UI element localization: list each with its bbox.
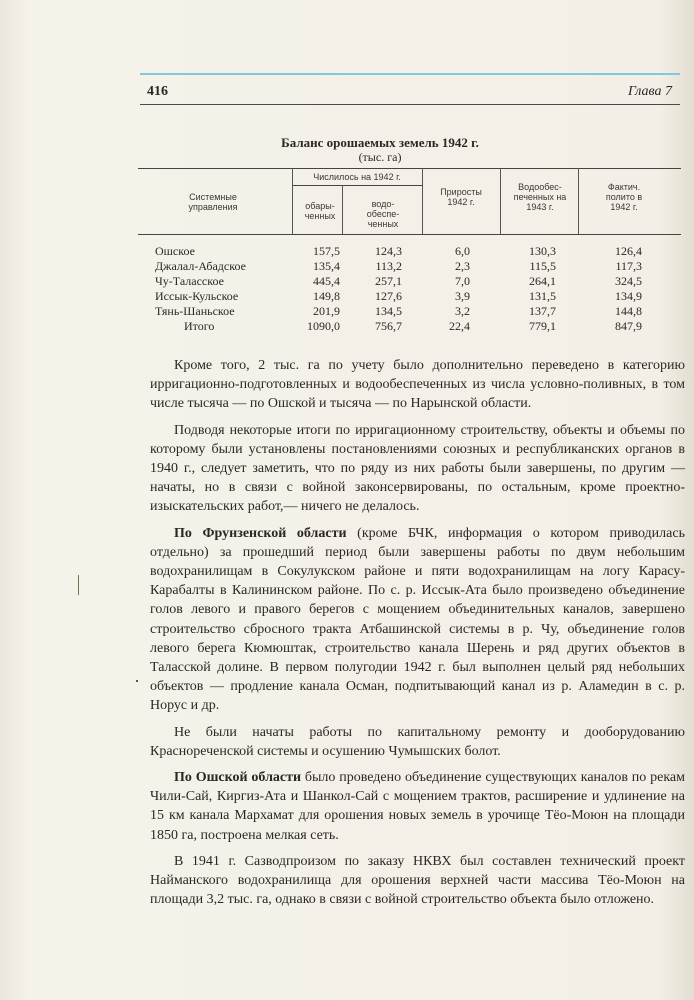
table-total-cell: 779,1 [529, 319, 556, 333]
table-cell: 127,6 [375, 289, 402, 303]
table-cell: 115,5 [529, 259, 556, 273]
table-cell: 113,2 [375, 259, 402, 273]
table-cell: 134,5 [375, 304, 402, 318]
margin-mark [78, 575, 79, 595]
table-col-divider-4 [500, 168, 501, 234]
region-heading: По Ошской области [174, 770, 302, 786]
table-header-bottom-rule [138, 234, 681, 235]
table-row-label: Джалал-Абадское [155, 259, 246, 273]
table-subtitle: (тыс. га) [358, 150, 402, 164]
top-color-rule [140, 73, 680, 75]
table-cell: 157,5 [313, 244, 340, 258]
table-col-divider-1 [292, 168, 293, 234]
header-counted-group: Числилось на 1942 г. [313, 172, 401, 182]
table-cell: 135,4 [313, 259, 340, 273]
page-number: 416 [147, 84, 168, 99]
header-actual: Фактич. полито в 1942 г. [605, 182, 643, 212]
header-irrigated: обары-ченных [304, 201, 336, 221]
table-cell: 131,5 [529, 289, 556, 303]
region-heading: По Фрунзенской области [174, 525, 347, 541]
table-cell: 130,3 [529, 244, 556, 258]
paragraph-text: было проведено объединение существующих каналов по рекам Чили-Сай, Киргиз-Ата и Шанкол-Сай с мощением трактов, расширение и удлинение на 15 км канала Мархамат для орошения новых земель в урочище Тёо-Моюн на площади 1850 га, построена мелкая сеть. [150, 770, 685, 843]
table-cell: 257,1 [375, 274, 402, 288]
header-watered-1943: Водообес-печенных на 1943 г. [513, 182, 567, 212]
margin-dot [136, 680, 138, 682]
table-col-divider-2 [342, 185, 343, 234]
paragraph-text: (кроме БЧК, информация о котором приводилась отдельно) за прошедший период были завершены работы по двум небольшим водохранилищам в Сокулукском районе и пяти водохранилищам на логу Карасу-Карабалты в Калининском районе. По с. р. Иссык-Ата было произведено объединение голов левого и правого берегов с мощением объединительных каналов, завершено строительство сбросного тракта Атбашинской системы в р. Чу, объединение голов левого берега Кюмюштак, строительство канала Шерень и ряд других объектов в Таласской долине. В первом полугодии 1942 г. был выполнен целый ряд небольших объектов — продление канала Осман, подпитывающий канал из р. Аламедин в с. р. Норус и др. [150, 525, 685, 714]
header-system: Системные управления [188, 192, 238, 212]
table-row-label: Тянь-Шаньское [155, 304, 235, 318]
table-total-cell: 847,9 [615, 319, 642, 333]
header-growth: Приросты 1942 г. [440, 187, 482, 207]
table-cell: 117,3 [615, 259, 642, 273]
paragraph: Кроме того, 2 тыс. га по учету было дополнительно переведено в категорию ирригационно-подготовленных и водообеспеченных из числа условно-поливных, в том числе тысяча — по Ошской и тысяча — по Нарынской области. [150, 358, 685, 412]
table-group-rule [292, 185, 422, 186]
table-col-divider-5 [578, 168, 579, 234]
table-total-cell: 756,7 [375, 319, 402, 333]
table-cell: 3,9 [455, 289, 470, 303]
table-cell: 6,0 [455, 244, 470, 258]
table-cell: 3,2 [455, 304, 470, 318]
paragraph: Подводя некоторые итоги по ирригационному строительству, объекты и объемы по которому были установлены постановлениями союзных и республиканских органов в 1940 г., следует заметить, что по ряду из них работы были завершены, по другим — начаты, но в связи с войной законсервированы, по остальным, кроме проектно-изыскательских работ,— ничего не делалось. [150, 422, 685, 515]
table-cell: 144,8 [615, 304, 642, 318]
table-col-divider-3 [422, 168, 423, 234]
table-row-label: Иссык-Кульское [155, 289, 239, 303]
paragraph: Не были начаты работы по капитальному ремонту и дооборудованию Краснореченской системы и осушению Чумышских болот. [150, 724, 685, 759]
body-text [150, 356, 685, 916]
running-head: Глава 7 [628, 84, 672, 99]
table-cell: 201,9 [313, 304, 340, 318]
paragraph: В 1941 г. Сазводпроизом по заказу НКВХ был составлен технический проект Найманского водохранилища для орошения верхней части массива Тёо-Моюн на площади 3,2 тыс. га, однако в связи с войной строительство объекта было отложено. [150, 853, 685, 908]
header-watered: водо-обеспе-ченных [366, 199, 400, 229]
table-cell: 134,9 [615, 289, 642, 303]
table-title: Баланс орошаемых земель 1942 г. [281, 135, 479, 150]
table-total-label: Итого [184, 319, 215, 333]
table-total-cell: 1090,0 [307, 319, 340, 333]
paragraph [150, 768, 685, 845]
table-cell: 137,7 [529, 304, 556, 318]
table-cell: 124,3 [375, 244, 402, 258]
table-row-label: Ошское [155, 244, 195, 258]
table-total-cell: 22,4 [449, 319, 470, 333]
paragraph [150, 524, 685, 716]
table-cell: 149,8 [313, 289, 340, 303]
table-cell: 126,4 [615, 244, 642, 258]
table-top-rule [138, 168, 681, 169]
table-cell: 445,4 [313, 274, 340, 288]
table-cell: 324,5 [615, 274, 642, 288]
table-cell: 264,1 [529, 274, 556, 288]
header-rule [140, 104, 680, 105]
table-cell: 2,3 [455, 259, 470, 273]
table-row-label: Чу-Таласское [155, 274, 224, 288]
table-cell: 7,0 [455, 274, 470, 288]
